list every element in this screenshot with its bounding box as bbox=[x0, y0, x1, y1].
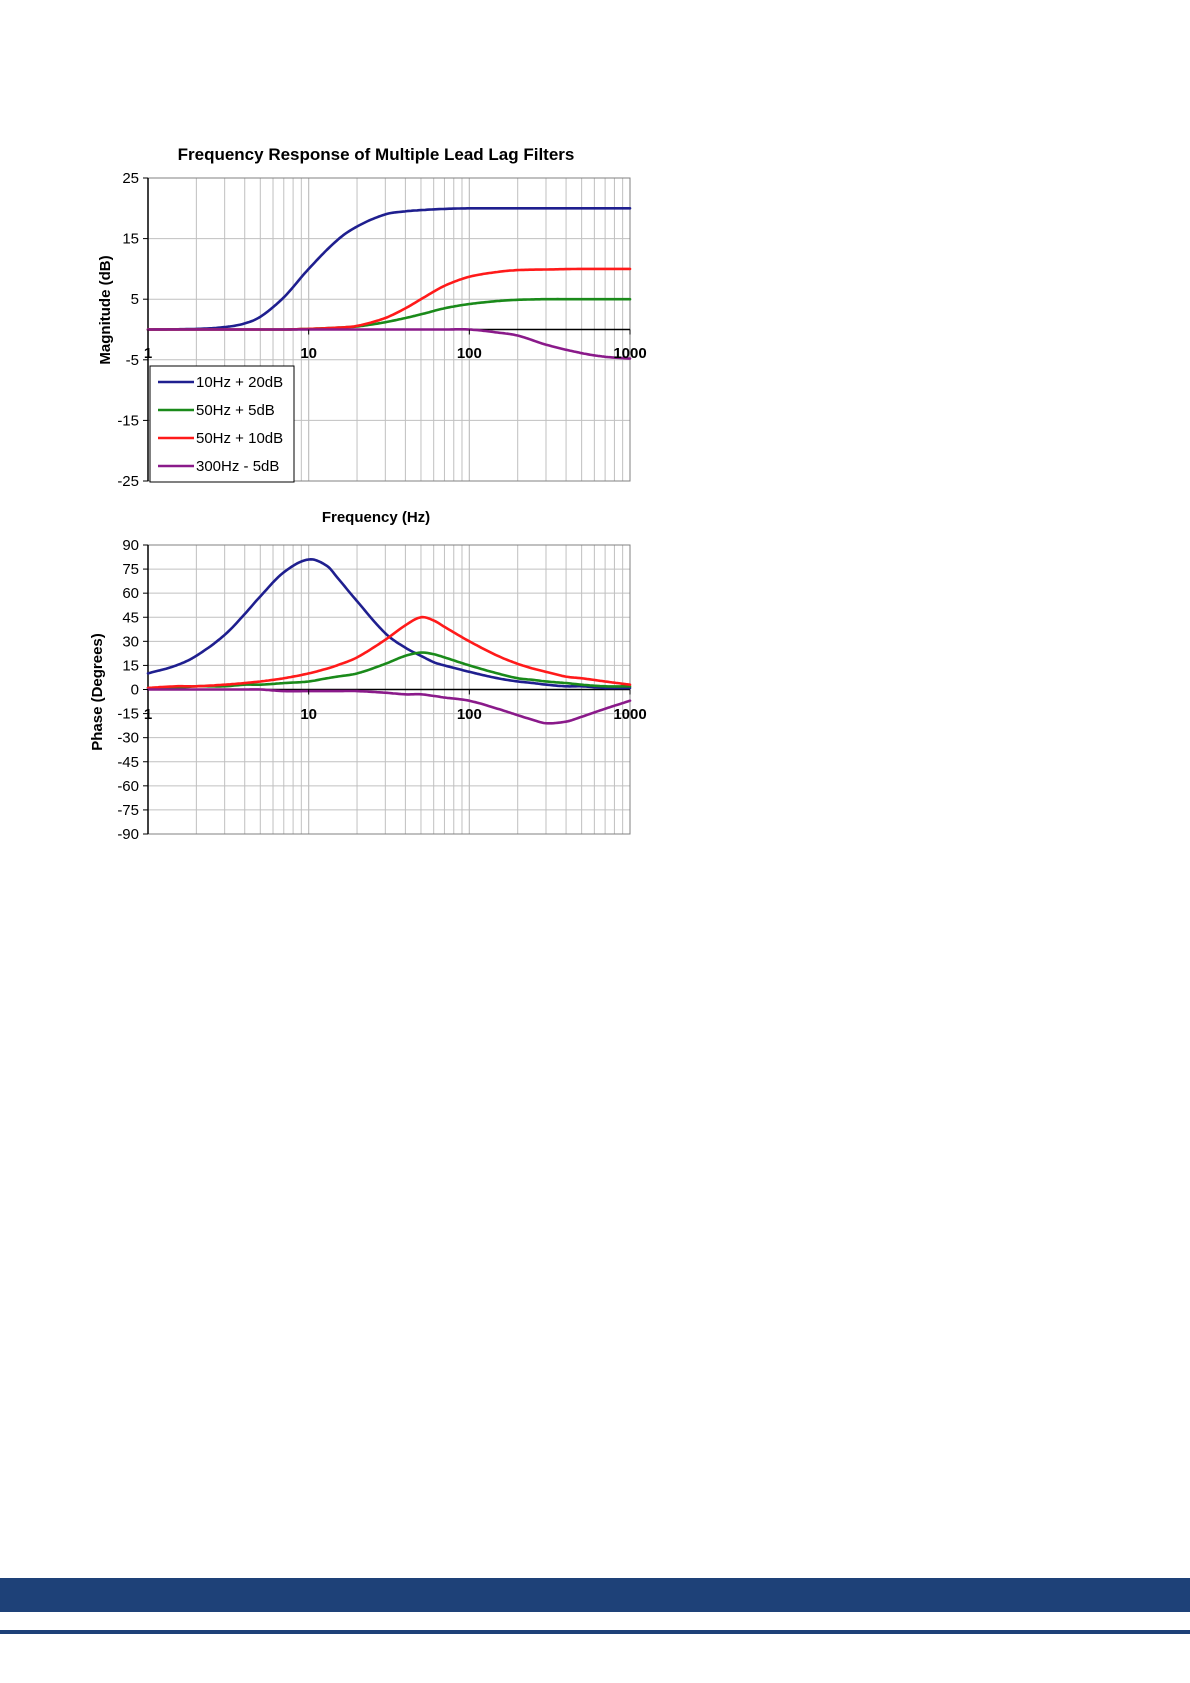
phase-x-tick-label: 10 bbox=[300, 706, 318, 723]
magnitude-y-tick-label: -25 bbox=[117, 473, 139, 490]
phase-y-tick-label: -45 bbox=[117, 753, 139, 771]
phase-series-line-1 bbox=[148, 559, 630, 688]
magnitude-series-group bbox=[148, 208, 630, 358]
magnitude-x-tick-label: 100 bbox=[456, 345, 482, 362]
magnitude-series-line-4 bbox=[148, 329, 630, 358]
magnitude-y-tick-label: 15 bbox=[122, 230, 139, 248]
phase-y-tick-label: -30 bbox=[117, 729, 139, 747]
phase-y-tick-label: 75 bbox=[122, 561, 139, 579]
phase-y-tick-label: 0 bbox=[130, 681, 139, 699]
phase-series-line-4 bbox=[148, 689, 630, 723]
frequency-axis-label: Frequency (Hz) bbox=[321, 509, 431, 526]
magnitude-y-tick-label: -5 bbox=[125, 351, 139, 369]
phase-y-tick-label: -60 bbox=[117, 777, 139, 795]
phase-series-line-2 bbox=[148, 653, 630, 689]
footer-line bbox=[0, 1630, 1190, 1634]
phase-x-tick-label: 100 bbox=[456, 706, 482, 723]
legend bbox=[150, 366, 294, 482]
magnitude-x-tick-label: 10 bbox=[300, 345, 318, 362]
phase-x-tick-label: 1 bbox=[143, 706, 153, 723]
magnitude-axis-label: Magnitude (dB) bbox=[97, 255, 114, 365]
phase-series-line-3 bbox=[148, 617, 630, 688]
magnitude-y-tick-label: 25 bbox=[122, 170, 139, 187]
footer-band bbox=[0, 1578, 1190, 1612]
phase-y-tick-label: 45 bbox=[122, 609, 139, 627]
magnitude-y-tick-label: -15 bbox=[117, 412, 139, 430]
phase-y-tick-label: 60 bbox=[122, 585, 139, 603]
legend-label-2: 50Hz + 5dB bbox=[196, 402, 275, 419]
phase-y-tick-label: 30 bbox=[122, 633, 139, 651]
phase-x-tick-label: 1000 bbox=[613, 706, 647, 723]
legend-label-3: 50Hz + 10dB bbox=[196, 430, 284, 447]
phase-y-tick-label: 15 bbox=[122, 657, 139, 675]
magnitude-x-tick-label: 1 bbox=[143, 345, 153, 362]
magnitude-x-tick-label: 1000 bbox=[613, 345, 647, 362]
phase-axis-label: Phase (Degrees) bbox=[89, 633, 106, 751]
phase-y-tick-label: 90 bbox=[122, 537, 139, 554]
magnitude-series-line-2 bbox=[148, 299, 630, 329]
phase-y-tick-label: -90 bbox=[117, 826, 139, 843]
legend-label-1: 10Hz + 20dB bbox=[196, 374, 284, 391]
legend-label-4: 300Hz - 5dB bbox=[196, 458, 280, 475]
chart-title: Frequency Response of Multiple Lead Lag Filters bbox=[177, 145, 575, 164]
magnitude-y-tick-label: 5 bbox=[130, 291, 139, 309]
phase-y-tick-label: -75 bbox=[117, 801, 139, 819]
phase-y-tick-label: -15 bbox=[117, 705, 139, 723]
